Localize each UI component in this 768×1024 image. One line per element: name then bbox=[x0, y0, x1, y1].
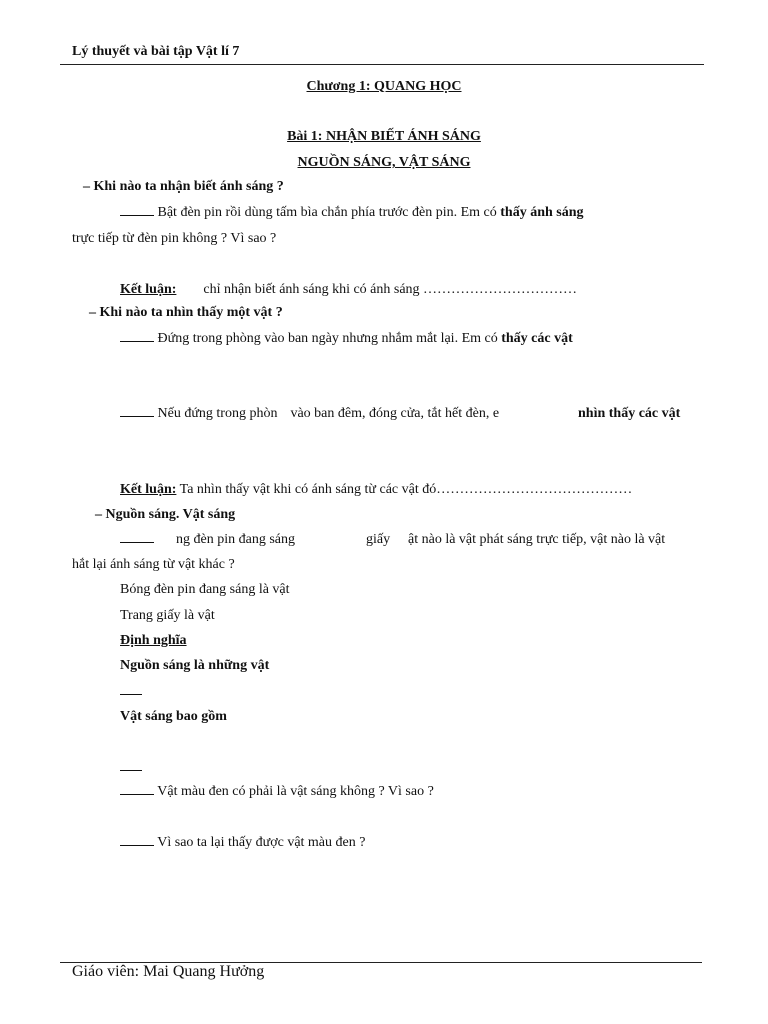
answer-blank bbox=[120, 784, 154, 795]
lesson-title: Bài 1: NHẬN BIẾT ÁNH SÁNG bbox=[287, 129, 481, 144]
list-item: Trang giấy là vật bbox=[120, 608, 215, 623]
answer-blank bbox=[120, 760, 142, 776]
question-continued: trực tiếp từ đèn pin không ? Vì sao ? bbox=[72, 231, 277, 246]
question-fragment: giấy bbox=[366, 532, 391, 547]
definition-label: Định nghĩa bbox=[120, 633, 187, 648]
question-fragment: ật nào là vật phát sáng trực tiếp, vật nào là vật bbox=[408, 532, 666, 547]
answer-blank bbox=[120, 205, 154, 216]
question: Bật đèn pin rồi dùng tấm bìa chắn phía trước đèn pin. Em có thấy ánh sáng bbox=[120, 205, 584, 221]
question-fragment: ng đèn pin đang sáng bbox=[176, 532, 295, 547]
question: Vì sao ta lại thấy được vật màu đen ? bbox=[120, 835, 365, 851]
question: Vật màu đen có phải là vật sáng không ? Vì sao ? bbox=[120, 784, 434, 800]
definition-item: Vật sáng bao gồm bbox=[120, 709, 227, 724]
chapter-title: Chương 1: QUANG HỌC bbox=[306, 79, 462, 94]
conclusion: Kết luận: chỉ nhận biết ánh sáng khi có ánh sáng …………………………… bbox=[120, 282, 578, 297]
question: Đứng trong phòng vào ban ngày nhưng nhắm mắt lại. Em có thấy các vật bbox=[120, 331, 573, 347]
section-heading: – Khi nào ta nhìn thấy một vật ? bbox=[89, 305, 283, 320]
list-item: Bóng đèn pin đang sáng là vật bbox=[120, 582, 290, 597]
section-heading: – Nguồn sáng. Vật sáng bbox=[95, 507, 236, 522]
question-emphasis: nhìn thấy các vật bbox=[578, 406, 681, 421]
footer-teacher: Giáo viên: Mai Quang Hưởng bbox=[72, 963, 265, 980]
answer-blank bbox=[120, 532, 154, 543]
answer-blank bbox=[120, 835, 154, 846]
answer-blank bbox=[120, 684, 142, 700]
question bbox=[120, 532, 154, 548]
section-heading: – Khi nào ta nhận biết ánh sáng ? bbox=[83, 179, 284, 194]
lesson-subtitle: NGUỒN SÁNG, VẬT SÁNG bbox=[297, 155, 471, 170]
question-continued: hắt lại ánh sáng từ vật khác ? bbox=[72, 557, 235, 572]
answer-blank bbox=[120, 406, 154, 417]
header-title: Lý thuyết và bài tập Vật lí 7 bbox=[72, 44, 240, 59]
conclusion: Kết luận: Ta nhìn thấy vật khi có ánh sáng từ các vật đó…………………………………… bbox=[120, 482, 633, 497]
header-rule bbox=[60, 64, 704, 65]
definition-item: Nguồn sáng là những vật bbox=[120, 658, 270, 673]
question: Nếu đứng trong phòn vào ban đêm, đóng cửa, tắt hết đèn, e bbox=[120, 406, 499, 422]
answer-blank bbox=[120, 331, 154, 342]
